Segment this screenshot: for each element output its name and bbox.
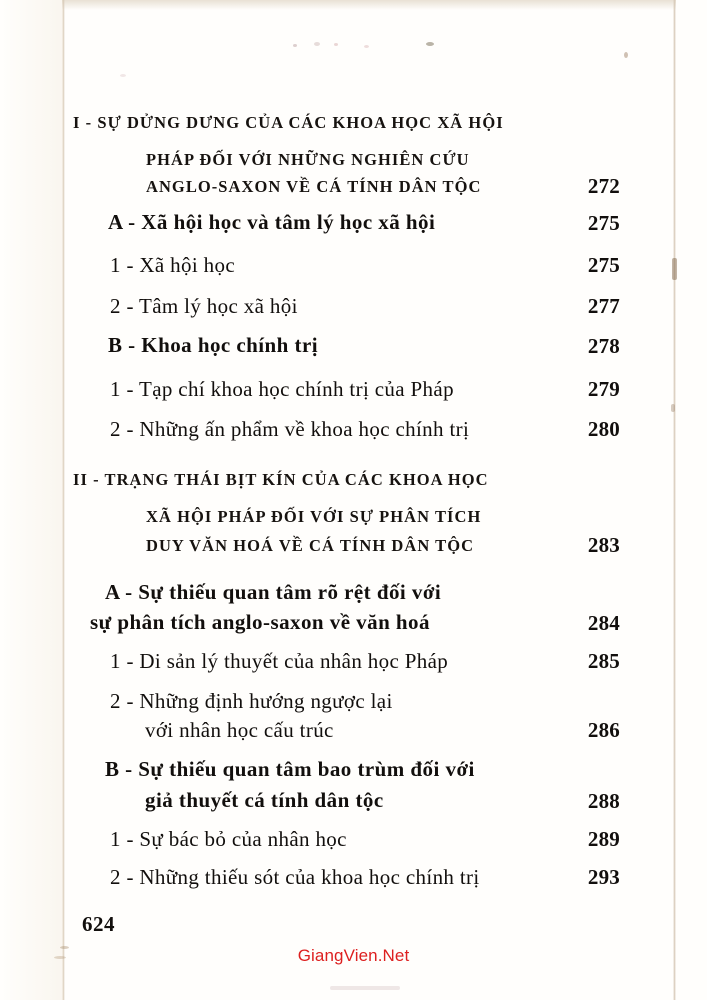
toc-entry-section-1-a-2: 2 - Tâm lý học xã hội bbox=[110, 294, 298, 318]
page-folio-number: 624 bbox=[82, 912, 115, 936]
toc-entry-heading-section-1-line-1: I - SỰ DỬNG DƯNG CỦA CÁC KHOA HỌC XÃ HỘI bbox=[73, 113, 504, 132]
toc-entry-section-2-a-2-line-1: 2 - Những định hướng ngược lại bbox=[110, 689, 393, 713]
toc-entry-heading-section-2-line-1: II - TRẠNG THÁI BỊT KÍN CỦA CÁC KHOA HỌC bbox=[73, 470, 489, 489]
toc-page-number: 283 bbox=[587, 533, 620, 557]
toc-entry-section-2-a-2-line-2: với nhân học cấu trúc bbox=[145, 718, 334, 742]
toc-entry-section-2-b-line-2: giả thuyết cá tính dân tộc bbox=[145, 788, 384, 812]
toc-entry-heading-section-2-line-2: XÃ HỘI PHÁP ĐỐI VỚI SỰ PHÂN TÍCH bbox=[146, 507, 482, 526]
toc-entry-section-2-a-1: 1 - Di sản lý thuyết của nhân học Pháp bbox=[110, 649, 449, 673]
toc-page-number: 285 bbox=[587, 649, 620, 673]
toc-page-number: 289 bbox=[587, 827, 620, 851]
toc-entry-section-1-a-1: 1 - Xã hội học bbox=[110, 253, 236, 277]
toc-entry-section-2-a-line-1: A - Sự thiếu quan tâm rõ rệt đối với bbox=[105, 580, 442, 604]
toc-page-number: 286 bbox=[587, 718, 620, 742]
toc-page-number: 288 bbox=[587, 789, 620, 813]
toc-page-number: 280 bbox=[587, 417, 620, 441]
toc-page-number: 275 bbox=[587, 253, 620, 277]
toc-entry-section-2-b-1: 1 - Sự bác bỏ của nhân học bbox=[110, 827, 347, 851]
toc-page-number: 279 bbox=[587, 377, 620, 401]
toc-entry-section-1-a: A - Xã hội học và tâm lý học xã hội bbox=[108, 210, 436, 234]
toc-page-number: 272 bbox=[587, 174, 620, 198]
toc-page-number: 293 bbox=[587, 865, 620, 889]
toc-page-number: 278 bbox=[587, 334, 620, 358]
site-watermark: GiangVien.Net bbox=[297, 946, 410, 965]
toc-entry-heading-section-1-line-2: PHÁP ĐỐI VỚI NHỮNG NGHIÊN CỨU bbox=[146, 150, 470, 169]
toc-entry-section-1-b-2: 2 - Những ấn phẩm về khoa học chính trị bbox=[110, 417, 470, 441]
toc-page-number: 277 bbox=[587, 294, 620, 318]
toc-entry-section-2-b-2: 2 - Những thiếu sót của khoa học chính trị bbox=[110, 865, 480, 889]
toc-entry-heading-section-1-line-3: ANGLO-SAXON VỀ CÁ TÍNH DÂN TỘC bbox=[146, 177, 482, 196]
toc-entry-section-1-b-1: 1 - Tạp chí khoa học chính trị của Pháp bbox=[110, 377, 454, 401]
toc-entry-heading-section-2-line-3: DUY VĂN HOÁ VỀ CÁ TÍNH DÂN TỘC bbox=[146, 536, 475, 555]
toc-page-number: 284 bbox=[587, 611, 620, 635]
toc-page-number: 275 bbox=[587, 211, 620, 235]
toc-entry-section-2-a-line-2: sự phân tích anglo-saxon về văn hoá bbox=[90, 610, 430, 634]
toc-entry-section-2-b-line-1: B - Sự thiếu quan tâm bao trùm đối với bbox=[105, 757, 475, 781]
toc-entry-section-1-b: B - Khoa học chính trị bbox=[108, 333, 319, 357]
